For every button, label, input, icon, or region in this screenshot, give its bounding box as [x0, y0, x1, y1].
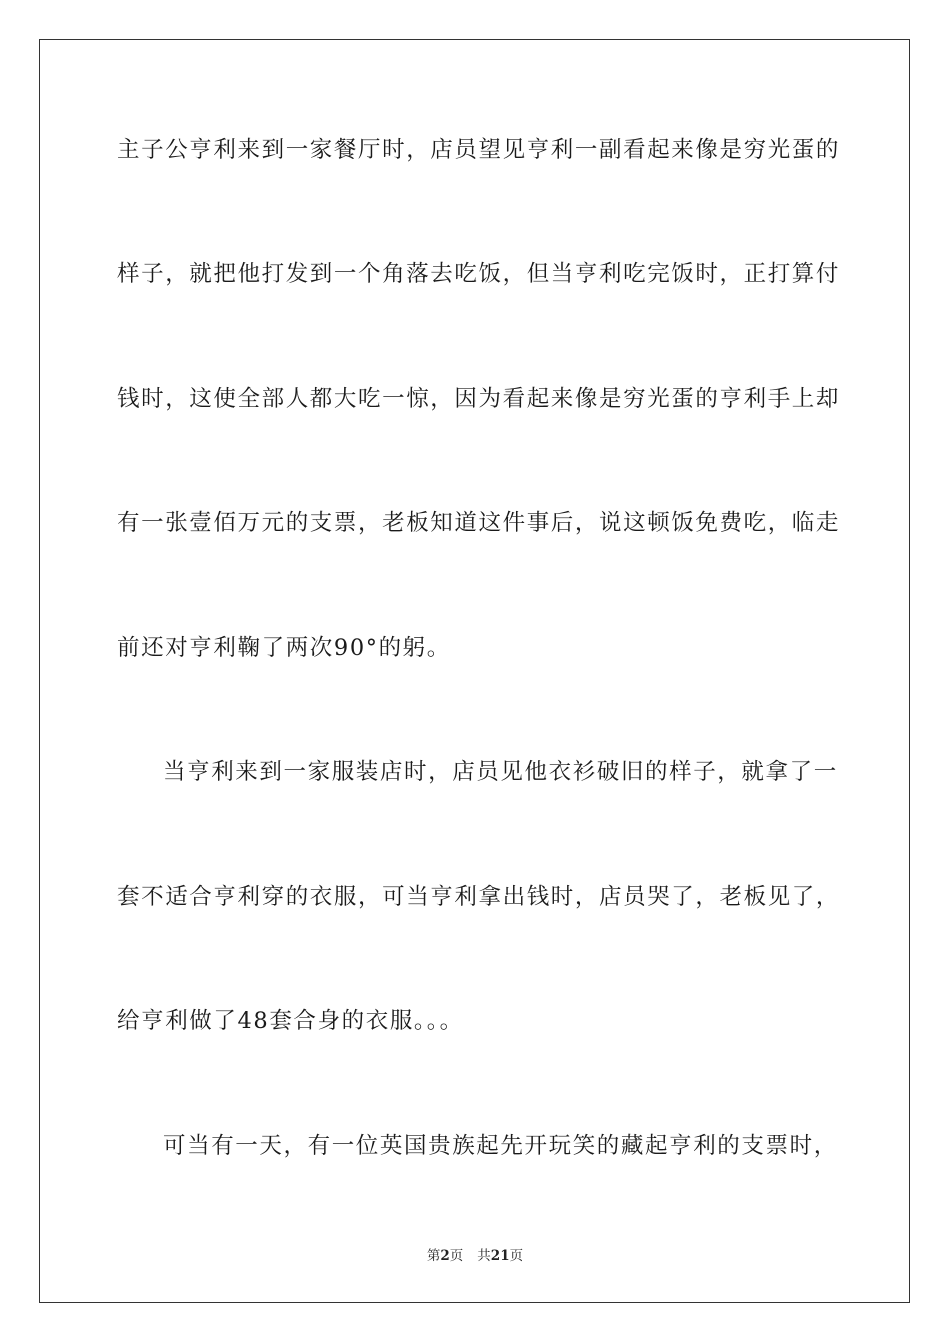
page-footer: [0, 1247, 950, 1265]
page-prefix: 第: [426, 1248, 441, 1264]
paragraph-line: 当亨利来到一家服装店时，店员见他衣衫破旧的样子，就拿了一: [163, 759, 838, 785]
paragraph-line: 给亨利做了48套合身的衣服。。。: [117, 1008, 464, 1034]
paragraph-line: 样子，就把他打发到一个角落去吃饭，但当亨利吃完饭时，正打算付: [117, 261, 841, 287]
total-unit: 页: [509, 1248, 524, 1264]
paragraph-line: 套不适合亨利穿的衣服，可当亨利拿出钱时，店员哭了，老板见了，: [117, 884, 841, 910]
page-total: 21: [490, 1248, 510, 1264]
paragraph-line: 钱时，这使全部人都大吃一惊，因为看起来像是穷光蛋的亨利手上却: [117, 386, 841, 412]
paragraph-line: 有一张壹佰万元的支票，老板知道这件事后，说这顿饭免费吃，临走: [117, 510, 841, 536]
paragraph-line: 可当有一天，有一位英国贵族起先开玩笑的藏起亨利的支票时，: [163, 1133, 838, 1159]
paragraph-line: 前还对亨利鞠了两次90°的躬。: [117, 635, 451, 661]
page-number: 2: [440, 1248, 450, 1264]
paragraph-line: 主子公亨利来到一家餐厅时，店员望见亨利一副看起来像是穷光蛋的: [117, 137, 841, 163]
page-border: [39, 39, 910, 1303]
page-unit: 页: [449, 1248, 464, 1264]
total-prefix: 共: [477, 1248, 491, 1264]
